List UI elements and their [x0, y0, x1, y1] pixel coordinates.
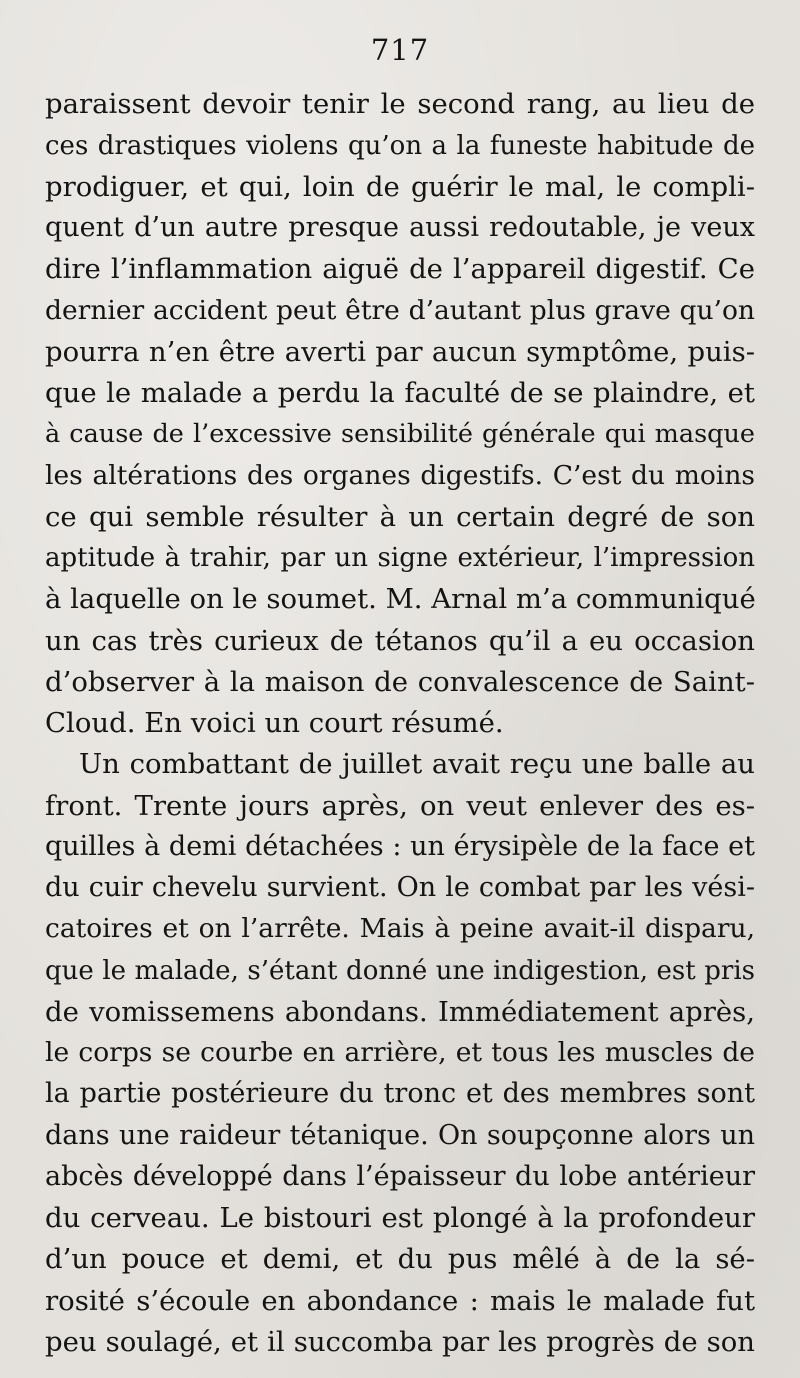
text-line: de vomissemens abondans. Immédiatement après,	[45, 996, 755, 1028]
text-line: ces drastiques violens qu’on a la funeste habitude de	[45, 131, 755, 161]
text-line: le corps se courbe en arrière, et tous les muscles de	[45, 1037, 755, 1068]
text-line: aptitude à trahir, par un signe extérieur, l’impression	[45, 543, 755, 573]
text-line: un cas très curieux de tétanos qu’il a eu occasion	[45, 625, 755, 657]
text-line: dire l’inflammation aiguë de l’appareil digestif. Ce	[45, 253, 755, 285]
text-line: ce qui semble résulter à un certain degré de son	[45, 501, 755, 533]
text-line: pourra n’en être averti par aucun symptôme, puis-	[45, 336, 755, 368]
page-number: 717	[370, 33, 430, 67]
text-line: du cerveau. Le bistouri est plongé à la profondeur	[45, 1202, 755, 1234]
text-line: prodiguer, et qui, loin de guérir le mal, le compli-	[45, 171, 755, 203]
text-line: que le malade, s’étant donné une indigestion, est pris	[45, 956, 755, 986]
paragraph-first-line: Un combattant de juillet avait reçu une balle au	[79, 748, 755, 780]
text-line: peu soulagé, et il succomba par les progrès de son	[45, 1326, 755, 1358]
text-line: quilles à demi détachées : un érysipèle de la face et	[45, 831, 755, 862]
text-line: rosité s’écoule en abondance : mais le malade fut	[45, 1285, 755, 1317]
text-line: quent d’un autre presque aussi redoutable, je veux	[45, 212, 755, 243]
text-line: les altérations des organes digestifs. C’est du moins	[45, 460, 755, 491]
text-line: du cuir chevelu survient. On le combat par les vési-	[45, 872, 755, 903]
text-line: à cause de l’excessive sensibilité générale qui masque	[45, 419, 755, 449]
text-line: dernier accident peut être d’autant plus grave qu’on	[45, 295, 755, 326]
text-line: front. Trente jours après, on veut enlever des es-	[45, 790, 755, 822]
text-line: que le malade a perdu la faculté de se plaindre, et	[45, 377, 755, 409]
text-line: d’observer à la maison de convalescence de Saint-	[45, 666, 755, 698]
text-line: dans une raideur tétanique. On soupçonne alors un	[45, 1120, 755, 1151]
text-line: la partie postérieure du tronc et des membres sont	[45, 1078, 755, 1109]
text-line: Cloud. En voici un court résumé.	[45, 707, 504, 739]
text-line: catoires et on l’arrête. Mais à peine avait-il disparu,	[45, 913, 755, 944]
text-line: abcès développé dans l’épaisseur du lobe antérieur	[45, 1161, 755, 1192]
text-line: d’un pouce et demi, et du pus mêlé à de la sé-	[45, 1243, 755, 1275]
text-line: à laquelle on le soumet. M. Arnal m’a communiqué	[45, 583, 756, 615]
text-line: paraissent devoir tenir le second rang, au lieu de	[45, 88, 755, 120]
